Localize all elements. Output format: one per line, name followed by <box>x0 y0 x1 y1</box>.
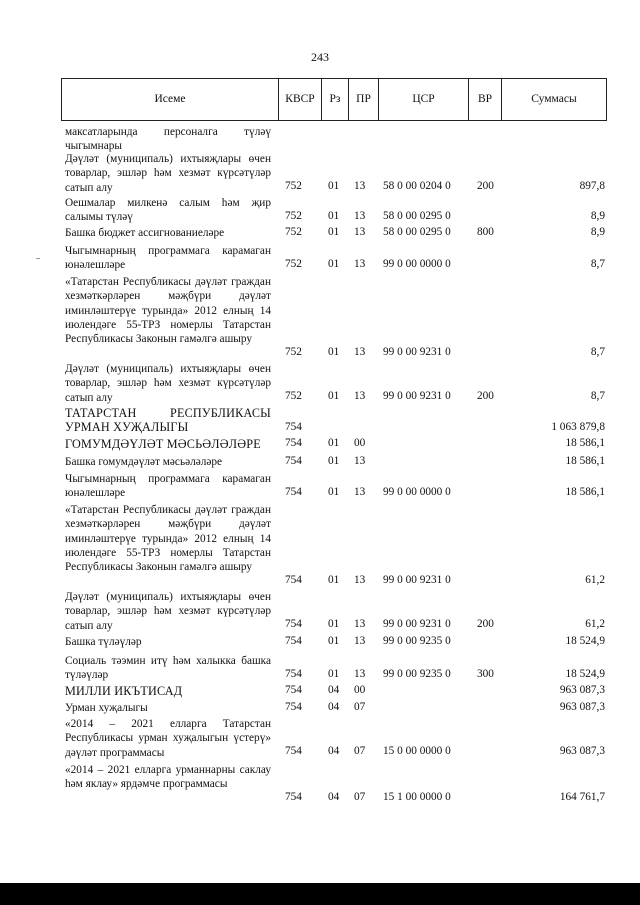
row-pr: 13 <box>354 455 366 467</box>
row-rz: 01 <box>328 486 340 498</box>
row-sum: 164 761,7 <box>559 791 605 803</box>
row-kvsr: 754 <box>285 791 302 803</box>
row-rz: 01 <box>328 258 340 270</box>
row-kvsr: 754 <box>285 684 302 696</box>
scan-mark <box>36 258 40 259</box>
row-vr: 300 <box>477 668 494 680</box>
row-rz: 01 <box>328 574 340 586</box>
row-rz: 01 <box>328 668 340 680</box>
page-number: 243 <box>311 50 329 64</box>
header-vr: ВР <box>468 79 501 120</box>
scan-bottom-border <box>0 883 640 905</box>
row-rz: 01 <box>328 180 340 192</box>
row-pr: 07 <box>354 701 366 713</box>
row-csr: 99 0 00 9235 0 <box>383 635 451 647</box>
header-pr: ПР <box>348 79 378 120</box>
row-name: Чыгымнарның программага карамаган юнәлешләре <box>65 245 271 272</box>
row-csr: 58 0 00 0204 0 <box>383 180 451 192</box>
row-csr: 15 1 00 0000 0 <box>383 791 451 803</box>
row-pr: 13 <box>354 210 366 222</box>
row-name: Башка гомумдәүләт мәсьәләләре <box>65 456 223 468</box>
row-sum: 8,7 <box>590 390 605 402</box>
row-kvsr: 752 <box>285 390 302 402</box>
row-name: Дәүләт (муниципаль) ихтыяҗлары өчен товарлар, эшләр һәм хезмәт күрсәтүләр сатып алу <box>65 153 271 194</box>
row-name: Урман хуҗалыгы <box>65 702 148 714</box>
row-name: Оешмалар милкенә салым һәм җир салымы түләү <box>65 197 271 224</box>
row-csr: 99 0 00 9231 0 <box>383 346 451 358</box>
row-vr: 200 <box>477 618 494 630</box>
row-name: Дәүләт (муниципаль) ихтыяҗлары өчен товарлар, эшләр һәм хезмәт күрсәтүләр сатып алу <box>65 591 271 632</box>
row-csr: 99 0 00 9235 0 <box>383 668 451 680</box>
row-sum: 963 087,3 <box>559 745 605 757</box>
row-sum: 18 586,1 <box>565 486 605 498</box>
row-csr: 99 0 00 9231 0 <box>383 618 451 630</box>
row-pr: 13 <box>354 346 366 358</box>
row-sum: 18 586,1 <box>565 455 605 467</box>
row-kvsr: 754 <box>285 455 302 467</box>
row-pr: 13 <box>354 390 366 402</box>
row-sum: 18 524,9 <box>565 668 605 680</box>
row-kvsr: 752 <box>285 180 302 192</box>
row-csr: 99 0 00 0000 0 <box>383 486 451 498</box>
row-pr: 00 <box>354 437 366 449</box>
row-kvsr: 752 <box>285 258 302 270</box>
row-name: «2014 – 2021 елларга урманнарны саклау һәм яклау» ярдәмче программасы <box>65 764 271 791</box>
row-rz: 01 <box>328 635 340 647</box>
row-rz: 04 <box>328 684 340 696</box>
row-name: «2014 – 2021 елларга Татарстан Республикасы урман хуҗалыгын үстерү» дәүләт программасы <box>65 718 271 759</box>
row-csr: 58 0 00 0295 0 <box>383 210 451 222</box>
row-name: ТАТАРСТАН РЕСПУБЛИКАСЫ УРМАН ХУҖАЛЫГЫ <box>65 406 271 435</box>
row-pr: 00 <box>354 684 366 696</box>
row-sum: 963 087,3 <box>559 701 605 713</box>
row-rz: 04 <box>328 745 340 757</box>
row-kvsr: 754 <box>285 635 302 647</box>
row-csr: 99 0 00 9231 0 <box>383 390 451 402</box>
row-kvsr: 752 <box>285 226 302 238</box>
row-kvsr: 754 <box>285 701 302 713</box>
row-kvsr: 752 <box>285 346 302 358</box>
row-rz: 01 <box>328 437 340 449</box>
header-name: Исеме <box>154 93 186 105</box>
row-rz: 04 <box>328 791 340 803</box>
header-kvsr: КВСР <box>278 79 321 120</box>
row-pr: 13 <box>354 258 366 270</box>
row-name: ГОМУМДӘҮЛӘТ МӘСЬӘЛӘЛӘРЕ <box>65 437 261 451</box>
row-sum: 1 063 879,8 <box>551 421 605 433</box>
header-rz: Рз <box>321 79 348 120</box>
row-sum: 61,2 <box>585 574 605 586</box>
row-csr: 99 0 00 0000 0 <box>383 258 451 270</box>
row-sum: 18 524,9 <box>565 635 605 647</box>
row-name: МИЛЛИ ИКЪТИСАД <box>65 684 183 698</box>
row-sum: 897,8 <box>579 180 605 192</box>
row-pr: 13 <box>354 635 366 647</box>
row-pr: 13 <box>354 668 366 680</box>
row-kvsr: 754 <box>285 618 302 630</box>
row-rz: 01 <box>328 226 340 238</box>
row-name: Башка бюджет ассигнованиеләре <box>65 227 225 239</box>
row-name: Башка түләүләр <box>65 636 142 648</box>
row-kvsr: 754 <box>285 437 302 449</box>
row-sum: 8,7 <box>590 258 605 270</box>
row-rz: 01 <box>328 455 340 467</box>
row-pr: 07 <box>354 745 366 757</box>
row-pr: 13 <box>354 574 366 586</box>
row-kvsr: 754 <box>285 421 302 433</box>
row-vr: 200 <box>477 390 494 402</box>
row-pr: 13 <box>354 618 366 630</box>
row-sum: 8,9 <box>590 226 605 238</box>
row-name: «Татарстан Республикасы дәүләт граждан хезмәткәрләрен мәҗбүри дәүләт иминләштерүе турында» 2012 елның 14 июлендәге 55-ТРЗ номерлы Татарстан Республикасы Законын гамәлгә ашыру <box>65 276 271 346</box>
row-pr: 07 <box>354 791 366 803</box>
row-rz: 01 <box>328 618 340 630</box>
row-rz: 04 <box>328 701 340 713</box>
row-csr: 15 0 00 0000 0 <box>383 745 451 757</box>
row-kvsr: 754 <box>285 745 302 757</box>
row-kvsr: 752 <box>285 210 302 222</box>
row-kvsr: 754 <box>285 574 302 586</box>
row-vr: 800 <box>477 226 494 238</box>
row-sum: 963 087,3 <box>559 684 605 696</box>
row-kvsr: 754 <box>285 486 302 498</box>
row-name: Чыгымнарның программага карамаган юнәлешләре <box>65 473 271 500</box>
row-sum: 8,9 <box>590 210 605 222</box>
header-sum: Суммасы <box>501 79 606 120</box>
row-name: максатларында персоналга түләү чыгымнары <box>65 126 271 153</box>
row-kvsr: 754 <box>285 668 302 680</box>
row-vr: 200 <box>477 180 494 192</box>
row-name: «Татарстан Республикасы дәүләт граждан хезмәткәрләрен мәҗбүри дәүләт иминләштерүе турында» 2012 елның 14 июлендәге 55-ТРЗ номерлы Татарстан Республикасы Законын гамәлгә ашыру <box>65 504 271 574</box>
header-csr: ЦСР <box>378 79 468 120</box>
row-sum: 18 586,1 <box>565 437 605 449</box>
row-name: Дәүләт (муниципаль) ихтыяҗлары өчен товарлар, эшләр һәм хезмәт күрсәтүләр сатып алу <box>65 363 271 404</box>
row-rz: 01 <box>328 210 340 222</box>
row-rz: 01 <box>328 346 340 358</box>
table-header <box>61 78 607 121</box>
row-name: Социаль тәэмин итү һәм халыкка башка түләүләр <box>65 655 271 682</box>
row-pr: 13 <box>354 486 366 498</box>
row-sum: 8,7 <box>590 346 605 358</box>
row-rz: 01 <box>328 390 340 402</box>
row-csr: 58 0 00 0295 0 <box>383 226 451 238</box>
row-pr: 13 <box>354 180 366 192</box>
row-csr: 99 0 00 9231 0 <box>383 574 451 586</box>
row-pr: 13 <box>354 226 366 238</box>
row-sum: 61,2 <box>585 618 605 630</box>
